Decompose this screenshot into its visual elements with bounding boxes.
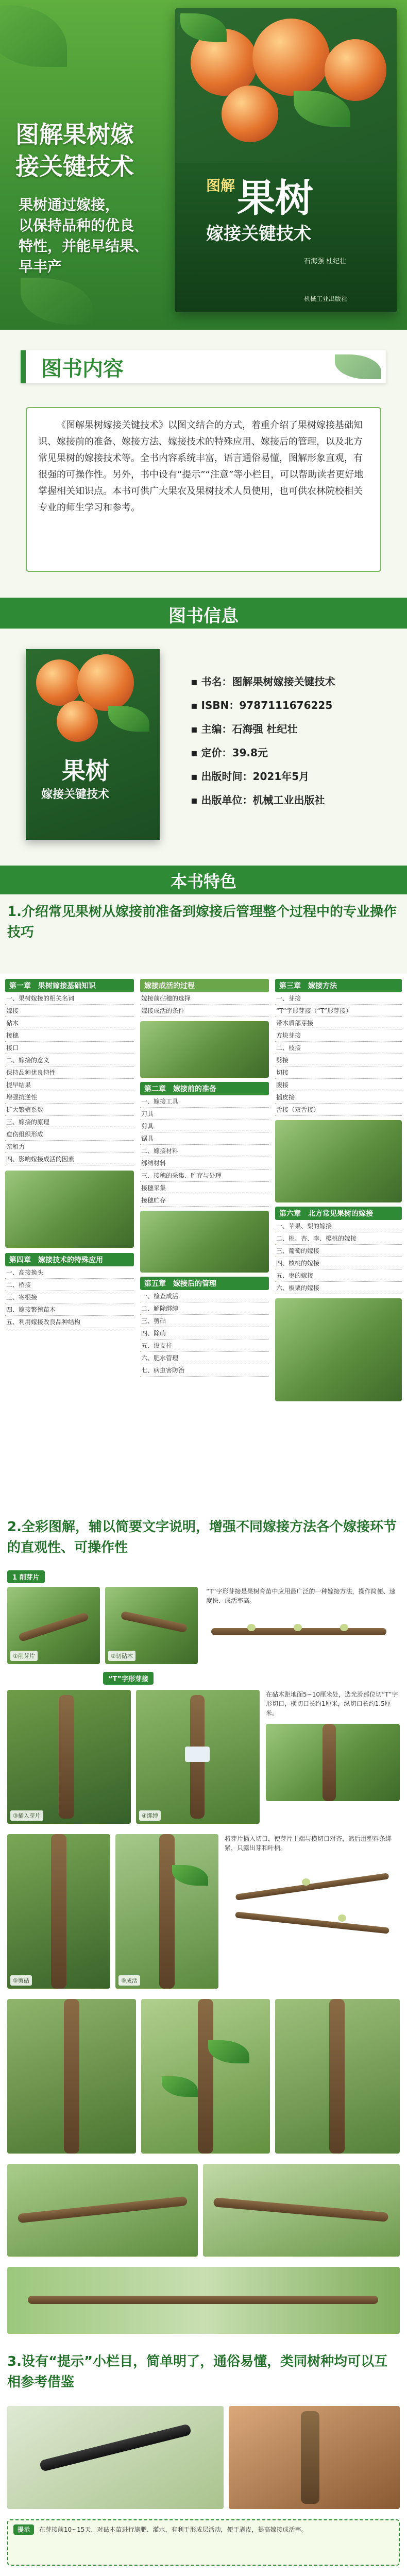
photo-caption: ②切砧木 [108,1651,135,1661]
toc-item: 一、苹果、梨的嫁接 [275,1220,402,1232]
toc-item: 插皮接 [275,1091,402,1104]
graft-photo [115,1834,218,1989]
cover-subtitle-line: 以保持品种的优良 [19,217,134,234]
toc-item: 切接 [275,1066,402,1079]
toc-chapter-head: 第四章 嫁接技术的特殊应用 [5,1253,134,1266]
toc-chapter-head: 第六章 北方常见果树的嫁接 [275,1207,402,1220]
toc-item: 四、嫁接繁殖苗木 [5,1303,134,1316]
info-section [0,587,407,860]
stock-image [329,1999,345,2154]
feature-point-3: 3.设有“提示”小栏目，简单明了，通俗易懂，类同树种均可以互相参考借鉴 [7,2354,388,2390]
toc-item: 五、利用嫁接改良品种结构 [5,1316,134,1328]
illustration-desc-box [225,1834,400,1989]
toc-item: 接口 [5,1042,134,1054]
photo-caption: ⑤剪砧 [10,1975,32,1986]
branch-image [18,1612,89,1642]
toc-item: 嫁接 [5,1005,134,1017]
toc-item: 三、寄根接 [5,1291,134,1303]
info-item: ▪ 定价：39.8元 [191,747,268,759]
tip-box [7,2519,400,2566]
bud-image [247,1624,256,1631]
toc-item: 腹接 [275,1079,402,1091]
toc-item: 提早结果 [5,1079,134,1091]
leaf-decoration [21,278,93,325]
toc-item: 接穗 [5,1029,134,1042]
budding-photo [275,1120,402,1202]
leaf-decoration [180,13,227,42]
feature-point-1: 1.介绍常见果树从嫁接前准备到嫁接后管理整个过程中的专业操作技巧 [7,904,397,940]
toc-item: 五、设支柱 [140,1340,269,1352]
feature-point-2: 2.全彩图解，辅以简要文字说明，增强不同嫁接方法各个嫁接环节的直观性、可操作性 [7,1519,397,1555]
toc-item: 四、除萌 [140,1327,269,1340]
info-item-text: 出版单位：机械工业出版社 [201,794,325,806]
stock-image [159,1834,175,1989]
toc-item: 四、核桃的嫁接 [275,1257,402,1269]
scion-drawing [206,1613,400,1649]
graft-detail-photo [266,1724,400,1801]
info-item-text: 定价：39.8元 [201,747,268,759]
photo-caption: ⑥成活 [118,1975,140,1986]
graft-photo [7,2267,400,2334]
peach-image [57,701,98,742]
branch-image [235,1873,389,1901]
info-item-text: ISBN：9787111676225 [201,699,333,711]
info-item-text: 出版时间：2021年5月 [201,770,310,783]
info-heading: 图书信息 [168,606,239,626]
peach-image [36,659,82,706]
toc-item: 三、葡萄的嫁接 [275,1245,402,1257]
info-item-text: 书名：图解果树嫁接关键技术 [201,675,335,688]
illustration-desc-box [206,1587,400,1664]
toc-item: 一、芽接 [275,992,402,1005]
toc-item: 保持品种优良特性 [5,1066,134,1079]
cover-title-line2: 接关键技术 [15,152,134,180]
toc-left-column [5,979,134,1328]
stock-image [64,1999,79,2154]
leaf-image [162,2076,198,2097]
peach-image [252,19,330,96]
toc-item: 劈接 [275,1054,402,1066]
info-book-sub: 嫁接关键技术 [41,788,110,801]
toc-item: 一、嫁接工具 [140,1095,269,1108]
cover-book-big: 果树 [237,176,313,221]
branch-image [28,2296,378,2304]
graft-photo [275,1999,400,2154]
content-section [0,330,407,587]
toc-item: 六、肥水管理 [140,1352,269,1364]
toc-item: 锯具 [140,1132,269,1145]
cover-authors: 石海强 杜纪壮 [304,258,347,265]
toc-item: 砧木 [5,1017,134,1029]
toc-item: 七、病虫害防治 [140,1364,269,1377]
toc-item: 舌接（双舌接） [275,1104,402,1116]
graft-photo [7,1834,110,1989]
toc-item: 二、嫁接的意义 [5,1054,134,1066]
bud-image [338,1914,346,1922]
toc-preview-section [0,974,407,1510]
branch-image [18,2196,188,2223]
toc-item: 刀具 [140,1108,269,1120]
scion-drawing [225,1863,400,1966]
content-text-box [26,407,381,572]
cutting-photo [105,1587,198,1664]
content-text: 《图解果树嫁接关键技术》以图文结合的方式，着重介绍了果树嫁接基础知识、嫁接前的准备、嫁接方法、嫁接技术的特殊应用、嫁接后的管理，以及北方常见果树的嫁接技术等。全书内容系统丰富，语言通俗易懂，图解形象直观，有很强的可操作性。另外，书中设有“提示”“注意”等小栏目，可以帮助读者更好地掌握相关知识点。本书可供广大果农及果树技术人员使用，也可供农林院校相关专业的师生学习和参考。 [38,420,364,513]
cover-subtitle-line: 特性，并能早结果、 [19,238,149,255]
leaf-image [172,1865,208,1886]
toc-item: 二、枝接 [275,1042,402,1054]
toc-item: 嫁接成活的条件 [140,1005,269,1017]
toc-chapter-head: 嫁接成活的过程 [140,979,269,992]
cover-book-sub: 嫁接关键技术 [206,224,311,244]
graft-photo [141,1999,270,2154]
toc-item: 二、解除绑缚 [140,1302,269,1315]
bud-image [294,1624,302,1631]
t-grafting-pill: “T”字形芽接 [103,1672,154,1685]
tip-text: 在芽接前10~15天，对砧木苗进行施肥、灌水，有利于形成层活动，便于剥皮，提高嫁接成活率。 [39,2526,308,2533]
cover-title-line1: 图解果树嫁 [15,121,134,148]
toc-item: “T”字形芽接（“T”形芽接） [275,1005,402,1017]
graft-photo [7,1999,136,2154]
cover-section [0,0,407,330]
tip-label: 提示 [13,2524,34,2535]
info-item: ▪ 出版时间：2021年5月 [191,770,310,783]
toc-chapter-head: 第二章 嫁接前的准备 [140,1082,269,1095]
cover-subtitle-line: 果树通过嫁接， [19,196,120,213]
toc-item: 一、果树嫁接的相关名词 [5,992,134,1005]
info-item: ▪ ISBN：9787111676225 [191,699,333,711]
branch-image [301,2411,319,2504]
toc-item: 六、板栗的嫁接 [275,1282,402,1294]
photo-caption: ①削芽片 [10,1651,38,1661]
t-grafting-label [103,1672,154,1685]
feature-3-section [0,2344,407,2401]
toc-item: 带木质部芽接 [275,1017,402,1029]
toc-chapter-head: 第五章 嫁接后的管理 [140,1277,269,1290]
toc-item: 二、桥接 [5,1279,134,1291]
toc-right-column [275,979,402,1401]
illustration-desc-box [266,1690,400,1824]
graft-photo [136,1690,260,1824]
peach-image [325,39,386,101]
toc-item: 二、桃、杏、李、樱桃的嫁接 [275,1232,402,1245]
toc-chapter-head: 第一章 果树嫁接基础知识 [5,979,134,992]
graft-photo [203,2164,400,2257]
toc-item: 扩大繁殖系数 [5,1104,134,1116]
stock-image [51,1834,66,1989]
bud-image [302,1878,310,1886]
toc-item: 二、嫁接材料 [140,1145,269,1157]
photo-caption: ③插入芽片 [10,1810,43,1821]
graft-photo [7,2164,198,2257]
leaf-decoration [0,5,67,67]
orchard-photo [5,1171,134,1248]
toc-item: 方块芽接 [275,1029,402,1042]
leaf-image [208,2040,249,2063]
info-item: ▪ 书名：图解果树嫁接关键技术 [191,675,335,688]
info-list [191,670,392,812]
peach-image [222,86,278,142]
toc-item: 嫁接前砧穗的选择 [140,992,269,1005]
info-item-text: 主编：石海强 杜纪壮 [201,723,298,735]
feature-2-section [0,1510,407,1566]
info-item: ▪ 出版单位：机械工业出版社 [191,794,325,806]
illustration-desc: 将芽片插入切口，使芽片上端与横切口对齐，然后用塑料条绑紧，只露出芽和叶柄。 [225,1835,392,1852]
features-heading: 本书特色 [170,872,236,891]
toc-item: 亲和力 [5,1141,134,1153]
tip-photo [7,2406,224,2509]
stock-image [198,1999,213,2154]
illustration-desc: 在砧木距地面5~10厘米处，选光滑部位切“T”字形切口，横切口长约1厘米，纵切口长约1.5厘米。 [266,1691,398,1717]
toc-item: 剪具 [140,1120,269,1132]
branch-image [235,1911,389,1934]
toc-item: 一、检查成活 [140,1290,269,1302]
branch-image [323,1724,336,1801]
features-heading-section [0,860,407,974]
leaf-decoration [335,354,381,379]
branch-image [213,2197,388,2222]
branch-image [121,1611,188,1633]
toc-item: 三、嫁接的原理 [5,1116,134,1128]
illustration-desc: “T”字形芽接是果树育苗中应用最广泛的一种嫁接方法，操作简便、速度快、成活率高。 [206,1588,396,1604]
leaf-decoration [108,706,149,732]
stock-image [59,1695,74,1819]
fruit-tree-photo [275,1298,402,1401]
toc-item: 增强抗逆性 [5,1091,134,1104]
cover-subtitle-line: 早丰产 [19,258,62,275]
toc-item: 三、接穗的采集、贮存与处理 [140,1170,269,1182]
toc-item: 三、剪砧 [140,1315,269,1327]
book-cover-image [175,8,397,312]
toc-item: 四、影响嫁接成活的因素 [5,1153,134,1165]
knife-image [39,2424,192,2472]
tips-section [0,2401,407,2576]
illustration-section [0,1566,407,2344]
cutting-photo [7,1587,100,1664]
toc-item: 接穗贮存 [140,1194,269,1207]
photo-caption: ④绑缚 [139,1810,161,1821]
graft-photo [7,1690,131,1824]
info-item: ▪ 主编：石海强 杜纪壮 [191,723,298,735]
toc-item: 接穗采集 [140,1182,269,1194]
info-book-big: 果树 [62,757,109,785]
toc-chapter-head: 第三章 嫁接方法 [275,979,402,992]
toc-item: 愈伤组织形成 [5,1128,134,1141]
illustration-step-label [7,1570,45,1583]
content-heading: 图书内容 [41,357,124,381]
cover-book-small: 图解 [206,177,235,194]
cover-publisher: 机械工业出版社 [304,295,348,302]
grafting-photo [140,1021,269,1078]
toc-item: 五、枣的嫁接 [275,1269,402,1282]
step-pill: 1 削芽片 [7,1570,45,1583]
tip-photo [229,2406,400,2509]
bud-image [340,1624,348,1631]
info-book-image [26,649,160,840]
toc-item: 一、高接换头 [5,1266,134,1279]
tools-photo [140,1211,269,1273]
toc-mid-column [140,979,269,1377]
cover-title [15,118,191,182]
toc-item: 绑缚材料 [140,1157,269,1170]
wrap-film-image [185,1747,210,1762]
cover-subtitle [19,195,189,277]
